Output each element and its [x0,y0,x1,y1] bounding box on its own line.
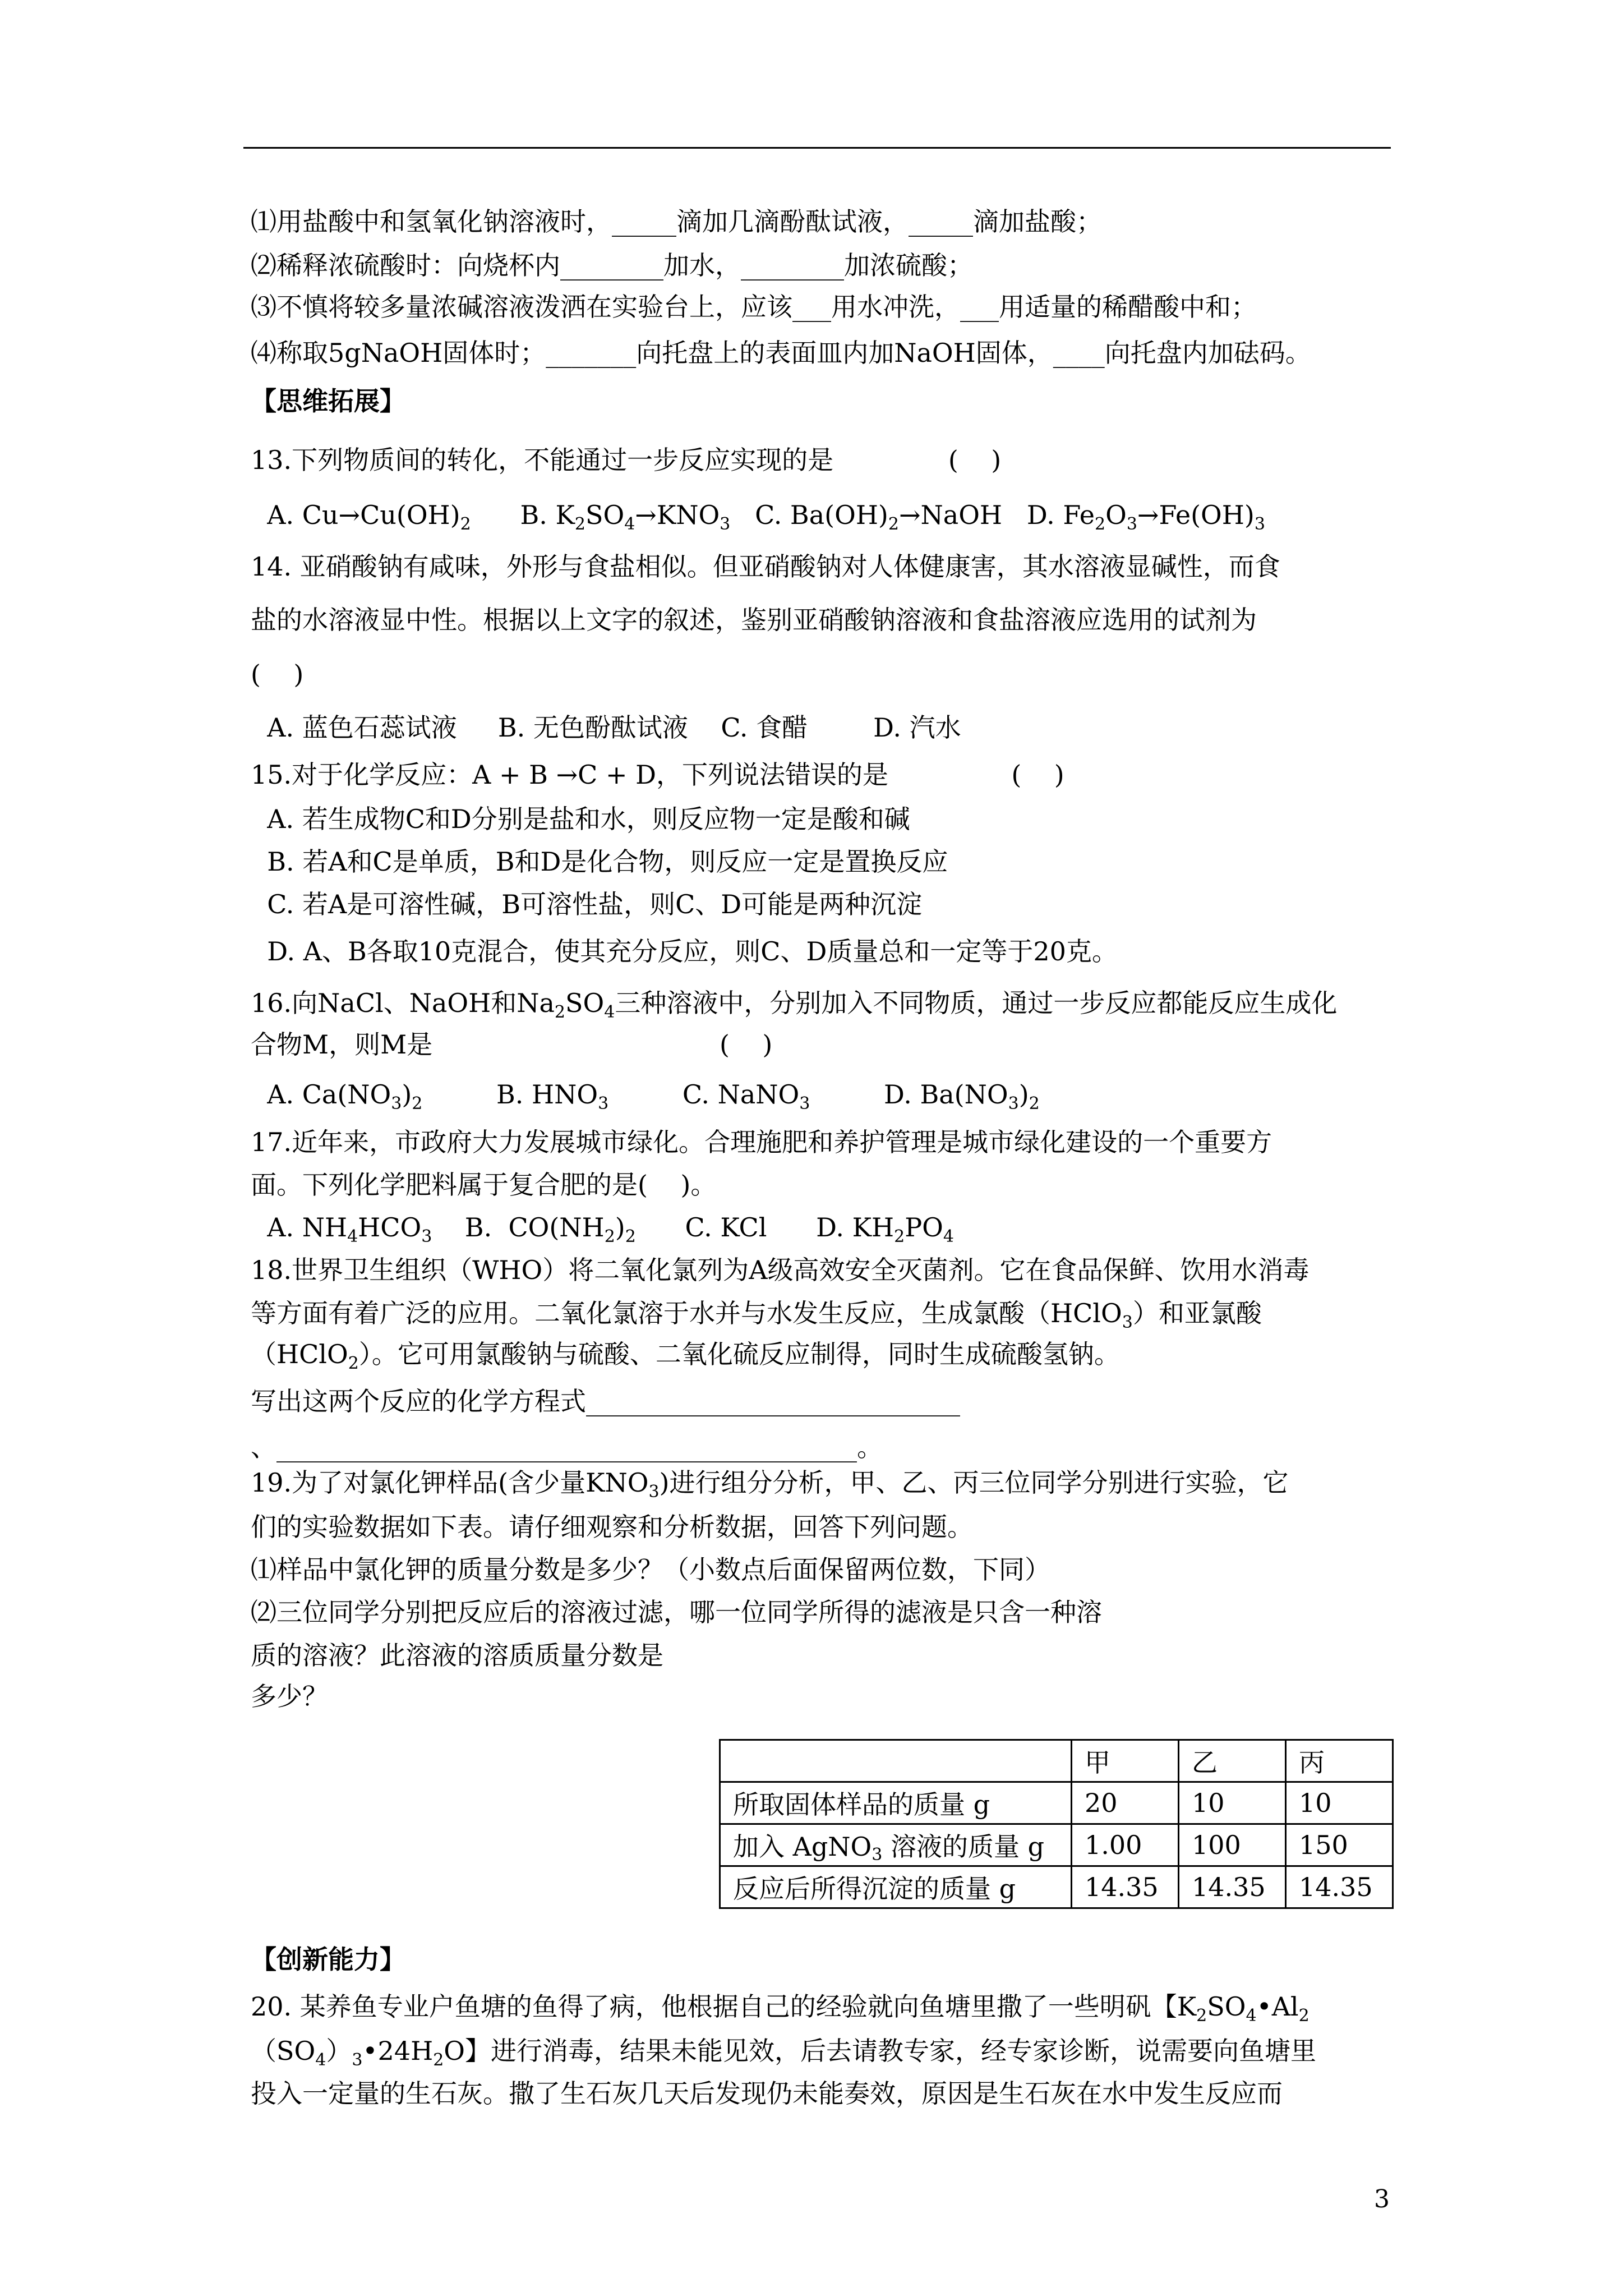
table-header-cell: 丙 [1286,1740,1393,1782]
table-cell: 14.35 [1072,1866,1179,1908]
table-header-cell: 甲 [1072,1740,1179,1782]
text-run: ⑵稀释浓硫酸时：向烧杯内________加水，________加浓硫酸； [251,250,973,280]
text-run: B. 若A和C是单质，B和D是化合物，则反应一定是置换反应 [251,846,948,877]
text-line [251,1168,716,1202]
text-line [251,1028,772,1061]
section-heading [251,384,405,418]
text-run: C. NaNO [608,1079,800,1110]
subscript: 2 [412,1094,423,1114]
text-run: O】进行消毒，结果未能见效，后去请教专家，经专家诊断，说需要向鱼塘里 [444,2036,1317,2066]
text-run: PO [905,1212,943,1243]
subscript: 2 [1029,1094,1040,1114]
subscript: 2 [433,2050,444,2070]
text-run: 们的实验数据如下表。请仔细观察和分析数据，回答下列问题。 [251,1512,973,1542]
text-run: 反应后所得沉淀的质量 g [733,1874,1016,1904]
text-run: 15.对于化学反应：A + B →C + D，下列说法错误的是 ( ) [251,760,1064,790]
text-line [251,1639,663,1672]
text-run: D. A、B各取10克混合，使其充分反应，则C、D质量总和一定等于20克。 [251,936,1118,967]
subscript: 2 [460,514,471,534]
text-run: A. Ca(NO [251,1079,391,1110]
text-run: →KNO [635,500,720,530]
section-heading [251,1943,405,1976]
subscript: 2 [1095,514,1106,534]
text-run: 【思维拓展】 [251,386,405,416]
text-run: ⑴用盐酸中和氢氧化钠溶液时，_____滴加几滴酚酞试液，_____滴加盐酸； [251,206,1102,237]
text-run: B. HNO [422,1079,598,1110]
table-cell: 1.00 [1072,1824,1179,1866]
text-run: C. KCl D. KH [635,1212,895,1243]
text-run: D. Ba(NO [810,1079,1008,1110]
subscript: 3 [352,2050,363,2070]
text-run: 18.世界卫生组织（WHO）将二氧化氯列为A级高效安全灭菌剂。它在食品保鲜、饮用水消毒 [251,1255,1310,1285]
text-run: SO [1207,1991,1246,2022]
text-line [251,2077,1283,2110]
text-run: •Al [1256,1991,1299,2022]
text-line [251,443,1001,477]
subscript: 2 [1298,2006,1310,2026]
text-line [251,1553,1050,1586]
text-run: ）。它可用氯酸钠与硫酸、二氧化硫反应制得，同时生成硫酸氢钠。 [358,1339,1120,1369]
row-label [720,1866,1072,1908]
text-line [251,1211,954,1244]
text-line [251,1078,1040,1114]
text-line [251,887,922,921]
table-cell: 20 [1072,1782,1179,1824]
text-line [251,1680,328,1713]
subscript: 3 [1126,514,1137,534]
text-line [251,290,1257,324]
text-line [251,758,1064,792]
subscript: 2 [348,1354,359,1373]
experiment-data-table [719,1739,1394,1909]
table-cell: 14.35 [1286,1866,1393,1908]
text-run: A. NH [251,1212,348,1243]
text-run: 等方面有着广泛的应用。二氧化氯溶于水并与水发生反应，生成氯酸（HClO [251,1298,1122,1328]
subscript: 2 [625,1227,636,1246]
text-line [251,205,1102,238]
text-run: 投入一定量的生石灰。撒了生石灰几天后发现仍未能奏效，原因是生石灰在水中发生反应而 [251,2078,1283,2109]
subscript: 2 [604,1227,615,1246]
text-line [251,1466,1289,1502]
text-run: •24H [362,2036,434,2066]
subscript: 3 [872,1845,883,1865]
subscript: 4 [315,2050,326,2070]
text-run: 17.近年来，市政府大力发展城市绿化。合理施肥和养护管理是城市绿化建设的一个重要方 [251,1127,1272,1157]
text-run: 加入 AgNO [733,1832,872,1862]
text-run: A. 若生成物C和D分别是盐和水，则反应物一定是酸和碱 [251,804,910,834]
subscript: 3 [421,1227,432,1246]
text-run: 质的溶液？此溶液的溶质质量分数是 [251,1640,663,1671]
subscript: 2 [894,1227,905,1246]
table-cell: 100 [1179,1824,1286,1866]
text-run: 写出这两个反应的化学方程式_____________________________ [251,1386,960,1416]
text-run: ( ) [251,659,304,689]
text-run: SO [585,500,625,530]
text-run: ⑴样品中氯化钾的质量分数是多少？（小数点后面保留两位数，下同） [251,1554,1050,1585]
text-run: ） [326,2036,352,2066]
subscript: 3 [799,1094,810,1114]
text-run: A. Cu→Cu(OH) [251,500,460,530]
subscript: 3 [1008,1094,1019,1114]
text-run: 多少？ [251,1681,328,1711]
text-line [251,1337,1120,1371]
text-line [251,1595,1102,1629]
text-line [251,986,1337,1020]
text-run: B. CO(NH [432,1212,605,1243]
table-cell: 10 [1179,1782,1286,1824]
text-line [251,802,910,836]
table-header-row [720,1740,1393,1782]
subscript: 4 [1246,2006,1257,2026]
text-line [251,711,961,744]
text-run: 20. 某养鱼专业户鱼塘的鱼得了病，他根据自己的经验就向鱼塘里撒了一些明矾【K [251,1991,1197,2022]
text-line [251,1296,1262,1330]
text-run: ⑶不慎将较多量浓碱溶液泼洒在实验台上，应该___用水冲洗，___用适量的稀醋酸中和； [251,292,1257,322]
subscript: 2 [574,514,585,534]
subscript: 3 [1254,514,1265,534]
text-run: →NaOH D. Fe [898,500,1095,530]
text-line [251,336,1311,370]
row-label [720,1782,1072,1824]
text-run: C. Ba(OH) [730,500,888,530]
header-rule [243,147,1391,149]
text-run: ) [1018,1079,1029,1110]
text-line [251,1125,1272,1159]
text-run: 溶液的质量 g [882,1832,1045,1862]
text-run: O [1105,500,1127,530]
subscript: 2 [1196,2006,1207,2026]
text-run: SO [565,988,605,1018]
text-run: )进行组分分析，甲、乙、丙三位同学分别进行实验，它 [659,1467,1289,1498]
text-line [251,1253,1309,1287]
table-row [720,1824,1393,1866]
table-cell: 14.35 [1179,1866,1286,1908]
subscript: 3 [648,1482,660,1502]
text-line [251,249,973,282]
text-line [251,1384,960,1418]
text-run: 合物M，则M是 ( ) [251,1029,773,1060]
subscript: 3 [391,1094,402,1114]
text-run: A. 蓝色石蕊试液 B. 无色酚酞试液 C. 食醋 D. 汽水 [251,712,961,743]
subscript: 3 [720,514,731,534]
text-run: HCO [358,1212,422,1243]
text-line [251,498,1265,532]
text-line [251,1990,1310,2026]
text-line [251,845,948,878]
text-run: 三种溶液中，分别加入不同物质，通过一步反应都能反应生成化 [615,988,1338,1018]
text-line [251,2034,1316,2068]
table-row [720,1782,1393,1824]
table-row [720,1866,1393,1908]
text-run: （HClO [251,1339,348,1369]
text-run: C. 若A是可溶性碱，B可溶性盐，则C、D可能是两种沉淀 [251,889,923,919]
subscript: 2 [888,514,899,534]
text-run: →Fe(OH) [1137,500,1255,530]
text-run: B. K [471,500,575,530]
table-header-cell [720,1740,1072,1782]
text-run: （SO [251,2036,316,2066]
text-run: ) [615,1212,625,1243]
text-run: ) [402,1079,412,1110]
text-run: 16.向NaCl、NaOH和Na [251,988,555,1018]
row-label [720,1824,1072,1866]
table-cell: 10 [1286,1782,1393,1824]
text-line [251,1430,883,1464]
subscript: 4 [347,1227,358,1246]
text-line [251,550,1280,583]
text-run: ⑵三位同学分别把反应后的溶液过滤，哪一位同学所得的滤液是只含一种溶 [251,1597,1102,1627]
text-run: 14. 亚硝酸钠有咸味，外形与食盐相似。但亚硝酸钠对人体健康害，其水溶液显碱性，而食 [251,551,1280,582]
text-run: 【创新能力】 [251,1944,405,1975]
table-cell: 150 [1286,1824,1393,1866]
text-run: 、_____________________________________________。 [251,1432,883,1462]
text-run: ）和亚氯酸 [1132,1298,1262,1328]
text-line [251,603,1257,637]
subscript: 4 [624,514,635,534]
text-run: 所取固体样品的质量 g [733,1789,990,1820]
text-run: ⑷称取5gNaOH固体时；_______向托盘上的表面皿内加NaOH固体，____向托盘内加砝码。 [251,338,1311,368]
subscript: 3 [1122,1313,1133,1332]
page-number: 3 [1374,2185,1390,2214]
subscript: 2 [554,1002,566,1022]
text-run: 13.下列物质间的转化，不能通过一步反应实现的是 ( ) [251,445,1002,475]
table-header-cell: 乙 [1179,1740,1286,1782]
text-run: 面。下列化学肥料属于复合肥的是( )。 [251,1170,717,1200]
subscript: 4 [943,1227,954,1246]
text-line [251,657,303,691]
text-line [251,1510,973,1544]
text-run: 19.为了对氯化钾样品(含少量KNO [251,1467,649,1498]
subscript: 3 [598,1094,609,1114]
subscript: 4 [604,1002,615,1022]
text-line [251,935,1118,968]
text-run: 盐的水溶液显中性。根据以上文字的叙述，鉴别亚硝酸钠溶液和食盐溶液应选用的试剂为 [251,605,1257,635]
